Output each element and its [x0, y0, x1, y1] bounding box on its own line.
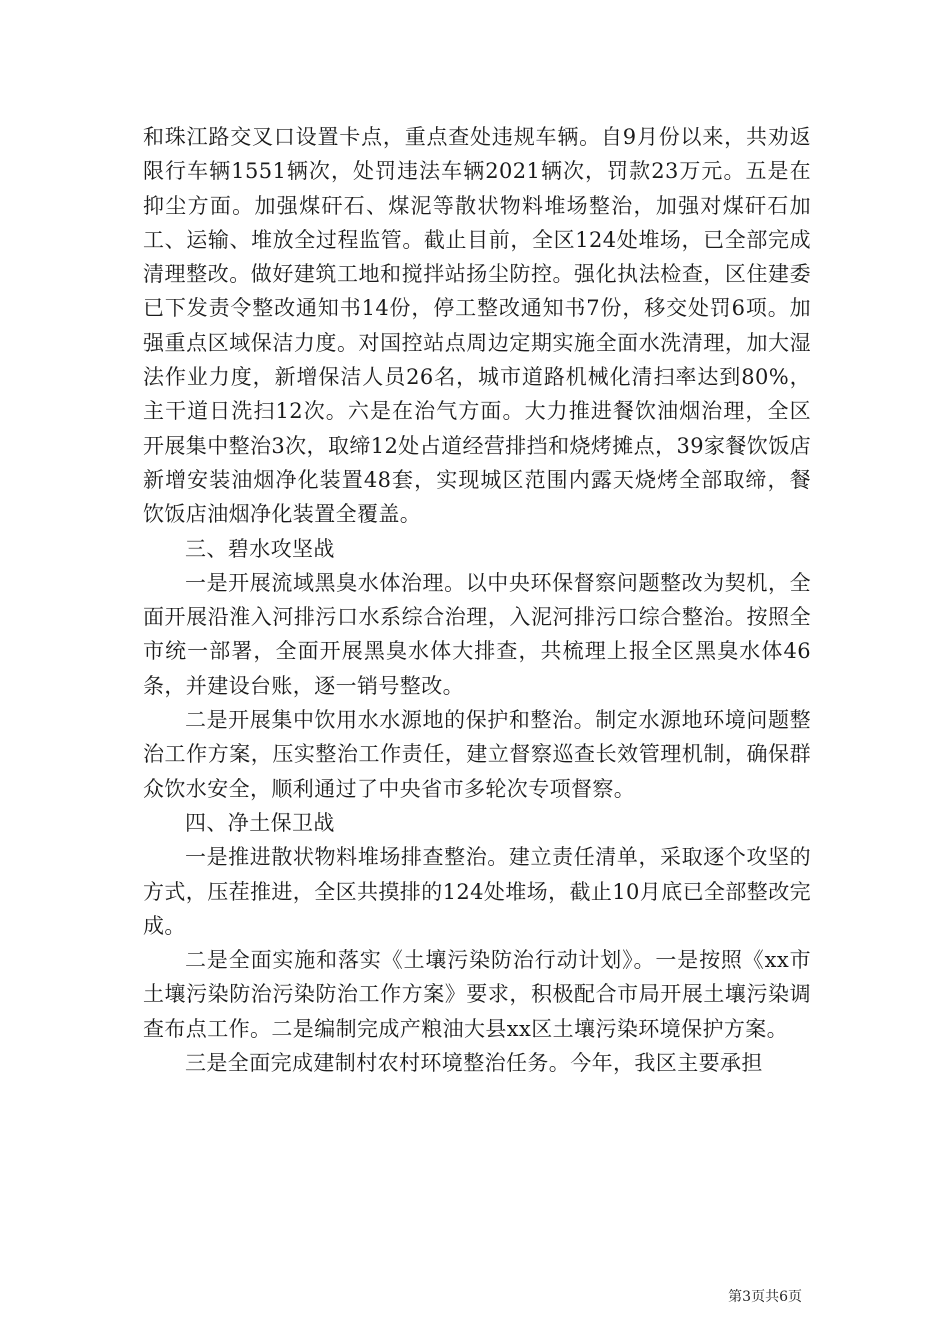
footer-total-pages: 6	[779, 1289, 788, 1305]
footer-prefix: 第	[728, 1289, 743, 1305]
footer-suffix: 页	[788, 1289, 802, 1305]
paragraph-traffic-dust-cooking: 和珠江路交叉口设置卡点，重点查处违规车辆。自9月份以来，共劝返限行车辆1551辆次，处罚违法车辆2021辆次，罚款23万元。五是在抑尘方面。加强煤矸石、煤泥等散状物料堆场整治，加强对煤矸石加工、运输、堆放全过程监管。截止目前，全区124处堆场，已全部完成清理整改。做好建筑工地和搅拌站扬尘防控。强化执法检查，区住建委已下发责令整改通知书14份，停工整改通知书7份，移交处罚6项。加强重点区域保洁力度。对国控站点周边定期实施全面水洗清理，加大湿法作业力度，新增保洁人员26名，城市道路机械化清扫率达到80%，主干道日洗扫12次。六是在治气方面。大力推进餐饮油烟治理，全区开展集中整治3次，取缔12处占道经营排挡和烧烤摊点，39家餐饮饭店新增安装油烟净化装置48套，实现城区范围内露天烧烤全部取缔，餐饮饭店油烟净化装置全覆盖。	[143, 125, 812, 527]
footer-middle: 页共	[751, 1289, 780, 1305]
paragraph-material-yard: 一是推进散状物料堆场排查整治。建立责任清单，采取逐个攻坚的方式，压茬推进，全区共摸排的124处堆场，截止10月底已全部整改完成。	[143, 845, 812, 938]
paragraph-soil-pollution-plan: 二是全面实施和落实《土壤污染防治行动计划》。一是按照《xx市土壤污染防治污染防治工作方案》要求，积极配合市局开展土壤污染调查布点工作。二是编制完成产粮油大县xx区土壤污染环境保护方案。	[143, 948, 811, 1041]
paragraph-rural-environment: 三是全面完成建制村农村环境整治任务。今年，我区主要承担	[185, 1051, 763, 1076]
document-body	[143, 120, 811, 1080]
paragraph-black-odorous-water: 一是开展流域黑臭水体治理。以中央环保督察问题整改为契机，全面开展沿淮入河排污口水系综合治理，入泥河排污口综合整治。按照全市统一部署，全面开展黑臭水体大排查，共梳理上报全区黑臭水体46条，并建设台账，逐一销号整改。	[143, 570, 811, 698]
section-heading-clean-soil: 四、净土保卫战	[185, 810, 335, 835]
section-heading-clear-water: 三、碧水攻坚战	[185, 536, 335, 561]
page-number-footer	[728, 1286, 802, 1306]
footer-current-page: 3	[742, 1289, 752, 1305]
paragraph-drinking-water-source: 二是开展集中饮用水水源地的保护和整治。制定水源地环境问题整治工作方案，压实整治工作责任，建立督察巡查长效管理机制，确保群众饮水安全，顺利通过了中央省市多轮次专项督察。	[143, 708, 811, 801]
